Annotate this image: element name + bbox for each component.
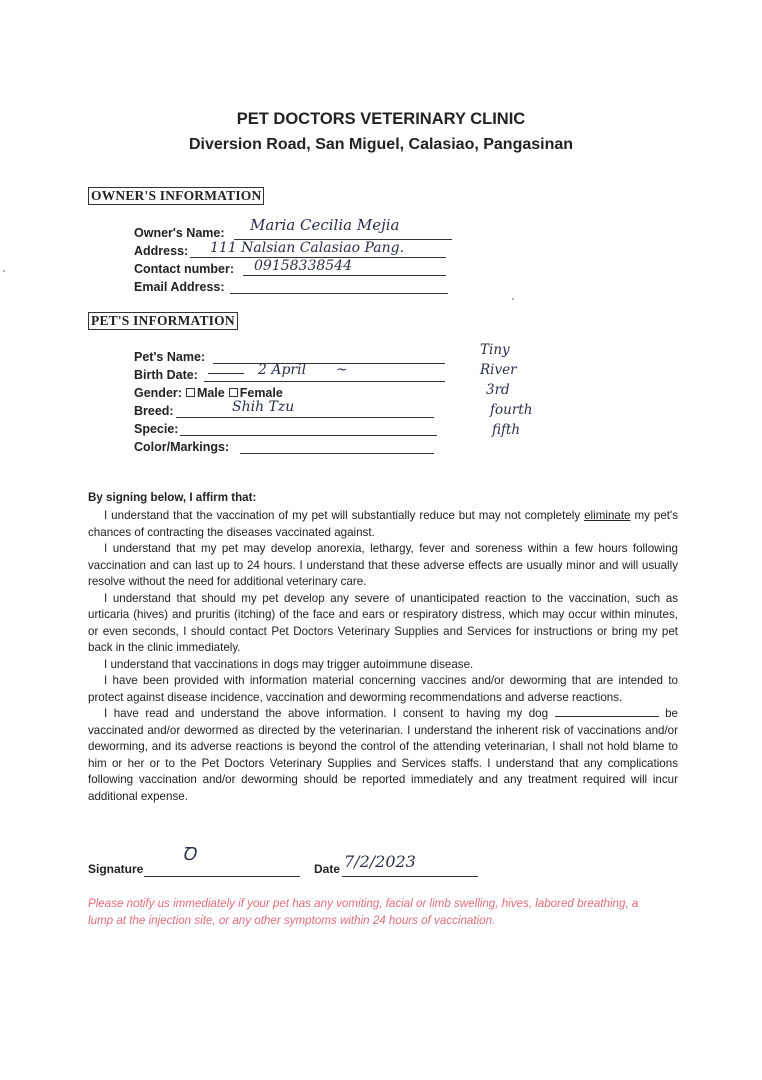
- date-label: Date: [314, 862, 341, 876]
- eliminate-underlined: eliminate: [584, 509, 631, 522]
- birth-scribble: ~: [336, 362, 348, 378]
- signature-mark: Ꝺ: [182, 844, 196, 865]
- signature-label: Signature: [88, 862, 144, 876]
- owner-name-field[interactable]: Maria Cecilia Mejia: [250, 216, 400, 234]
- warning-note: Please notify us immediately if your pet has any vomiting, facial or limb swelling, hives, labored breathing, a lump at the injection site, or any other symptoms within 24 hours of vaccination.: [88, 897, 639, 927]
- margin-note: [480, 340, 532, 440]
- address-label: Address:: [134, 244, 189, 258]
- contact-label: Contact number:: [134, 262, 234, 276]
- date-field[interactable]: 7/2/2023: [344, 852, 416, 871]
- gender-label: Gender:: [134, 386, 182, 400]
- consent-paragraph: I understand that should my pet develop any severe of unanticipated reaction to the vaccination, such as urticaria (hives) and pruritis (itching) of the face and ears or respiratory distress, which may occur within minutes, or even seconds, I should contact Pet Doctors Veterinary Supplies and Services for instructions or bring my pet back in the clinic immediately.: [88, 591, 678, 654]
- contact-field[interactable]: 09158338544: [254, 258, 352, 274]
- owner-section-heading: OWNER'S INFORMATION: [88, 187, 264, 205]
- color-markings-label: Color/Markings:: [134, 440, 230, 454]
- date-line: [342, 876, 478, 877]
- female-checkbox[interactable]: [229, 388, 238, 397]
- breed-field[interactable]: Shih Tzu: [232, 399, 295, 415]
- margin-note-line: fourth: [490, 402, 533, 418]
- breed-label: Breed:: [134, 404, 174, 418]
- consent-paragraph: I have read and understand the above information. I consent to having my dog be vaccinated and/or dewormed as directed by the veterinarian. I understand the inherent risk of vaccinations and/or deworming, and its adverse reactions is beyond the control of the attending veterinarian, I shall not hold blame to him or her or to the Pet Doctors Veterinary Supplies and Services staffs. I understand that any complications following vaccination and/or deworming should be reported immediately and any treatment required will incur additional expense.: [88, 707, 678, 803]
- pet-name-label: Pet's Name:: [134, 350, 206, 364]
- consent-paragraph: I understand that my pet may develop anorexia, lethargy, fever and soreness within a few hours following vaccination and can last up to 24 hours. I understand that these adverse effects are usually minor and will usually resolve without the need for additional veterinary care.: [88, 542, 678, 588]
- stray-mark: [3, 270, 5, 272]
- contact-line: [243, 275, 446, 276]
- email-label: Email Address:: [134, 280, 225, 294]
- consent-text: [88, 508, 678, 805]
- birth-date-label: Birth Date:: [134, 368, 198, 382]
- gender-row: [134, 386, 283, 400]
- female-option: Female: [239, 386, 283, 400]
- consent-paragraph: I understand that vaccinations in dogs may trigger autoimmune disease.: [104, 657, 474, 671]
- margin-note-line: 3rd: [486, 382, 510, 398]
- male-option: Male: [196, 386, 225, 400]
- dog-name-blank[interactable]: [555, 706, 659, 717]
- color-markings-line[interactable]: [240, 453, 434, 454]
- consent-paragraph: I have been provided with information material concerning vaccines and/or deworming that are intended to protect against disease incidence, vaccination and deworming recommendations and adverse reactions.: [88, 674, 678, 704]
- struck-birth-text: [206, 367, 246, 379]
- specie-label: Specie:: [134, 422, 179, 436]
- male-checkbox[interactable]: [186, 388, 195, 397]
- pet-section-heading: PET'S INFORMATION: [88, 312, 238, 330]
- margin-note-line: fifth: [492, 422, 521, 438]
- specie-line[interactable]: [180, 435, 437, 436]
- owner-name-label: Owner's Name:: [134, 226, 225, 240]
- address-field[interactable]: 111 Nalsian Calasiao Pang.: [210, 240, 405, 256]
- email-line: [230, 293, 448, 294]
- clinic-name: PET DOCTORS VETERINARY CLINIC: [236, 110, 526, 128]
- margin-note-line: River: [480, 362, 517, 378]
- consent-paragraph: I understand that the vaccination of my pet will substantially reduce but may not completely eliminate my pet's chances of contracting the diseases vaccinated against.: [88, 509, 678, 539]
- stray-mark: [512, 298, 514, 300]
- breed-line: [176, 417, 434, 418]
- pet-name-line: [213, 363, 445, 364]
- birth-date-field[interactable]: 2 April: [258, 362, 307, 378]
- margin-note-line: Tiny: [480, 342, 510, 358]
- signature-line[interactable]: [144, 876, 300, 877]
- birth-date-line: [204, 381, 445, 382]
- affirm-heading: By signing below, I affirm that:: [88, 491, 257, 504]
- clinic-address: Diversion Road, San Miguel, Calasiao, Pangasinan: [188, 136, 574, 153]
